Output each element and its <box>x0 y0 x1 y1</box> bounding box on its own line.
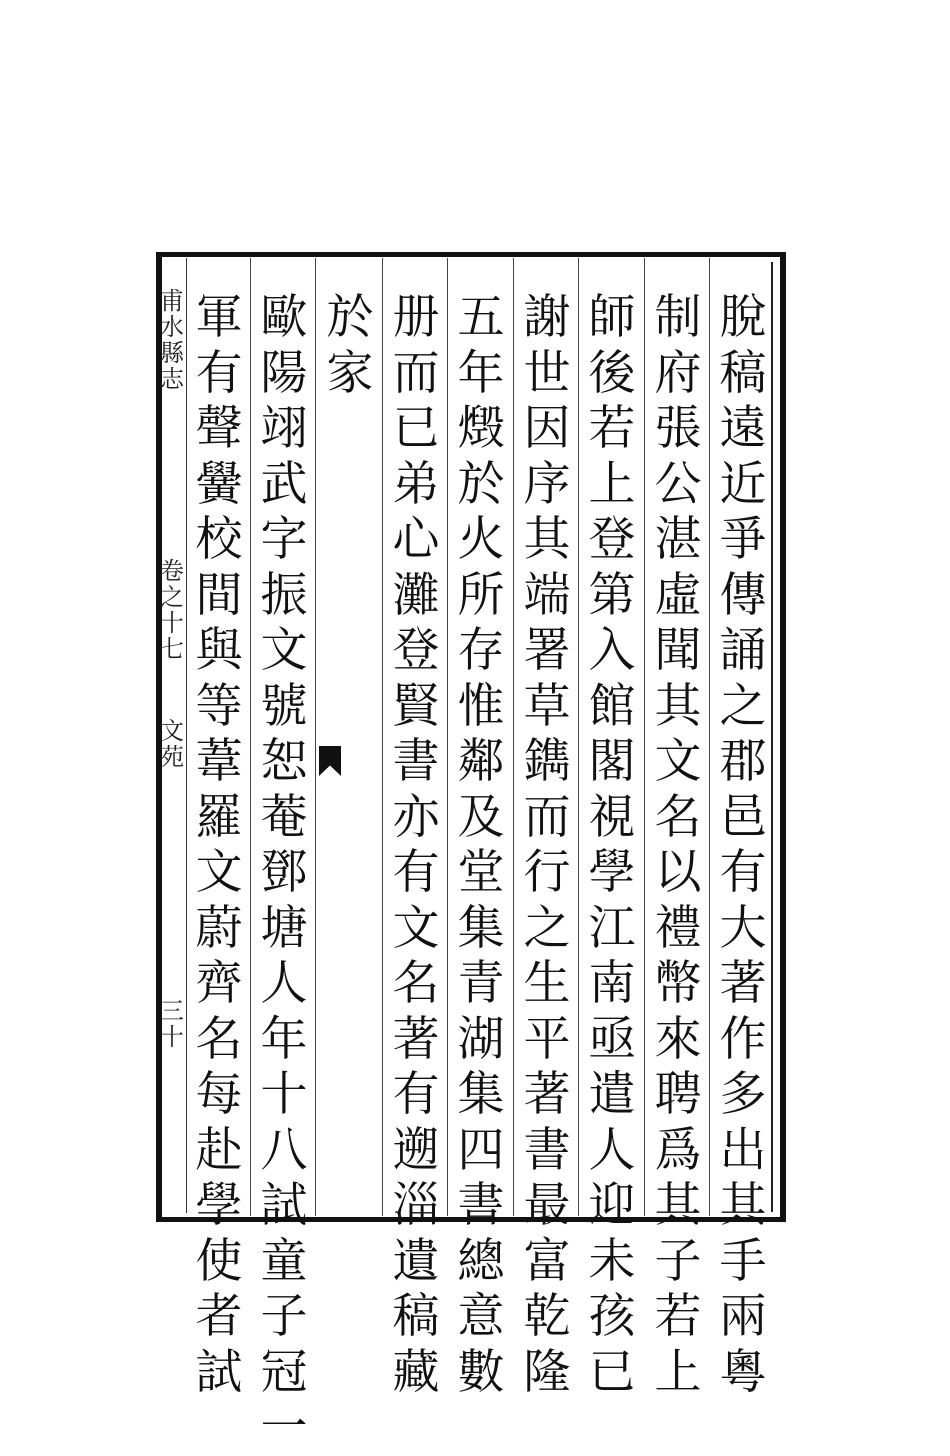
character-glyph: 意 <box>457 1289 505 1344</box>
character-glyph: 作 <box>719 1011 767 1067</box>
text-column <box>451 290 511 1400</box>
character-glyph: 閣 <box>588 734 636 789</box>
character-glyph: 童 <box>260 1233 308 1289</box>
character-glyph: 多 <box>719 1067 767 1122</box>
character-glyph: 名 <box>654 789 702 845</box>
character-glyph: 葦 <box>195 734 243 789</box>
character-glyph: 手 <box>719 1233 767 1289</box>
character-glyph: 聲 <box>195 401 243 456</box>
character-glyph: 爭 <box>719 512 767 567</box>
character-glyph: 署 <box>523 623 571 678</box>
character-glyph: 每 <box>195 1067 243 1122</box>
column-rule <box>513 258 514 1216</box>
character-glyph: 序 <box>523 456 571 512</box>
character-glyph: 年 <box>260 1011 308 1067</box>
column-rule <box>250 258 251 1216</box>
margin-book-title: 甫 水 縣 志 <box>160 287 184 393</box>
character-glyph: 歐 <box>260 290 308 345</box>
character-glyph: 集 <box>457 1067 505 1122</box>
character-glyph: 鐫 <box>523 734 571 789</box>
character-glyph: 出 <box>719 1122 767 1178</box>
character-glyph: 有 <box>195 345 243 401</box>
character-glyph: 於 <box>457 456 505 512</box>
character-glyph: 蔚 <box>195 900 243 956</box>
character-glyph: 灘 <box>392 567 440 623</box>
character-glyph: 集 <box>457 900 505 956</box>
character-glyph: 郡 <box>719 734 767 789</box>
column-rule <box>447 258 448 1216</box>
character-glyph: 學 <box>588 845 636 900</box>
character-glyph: 賢 <box>392 678 440 734</box>
character-glyph: 富 <box>523 1233 571 1289</box>
character-glyph: 世 <box>523 345 571 401</box>
character-glyph: 平 <box>523 1011 571 1067</box>
character-glyph: 字 <box>260 512 308 567</box>
character-glyph: 孩 <box>588 1289 636 1344</box>
character-glyph: 武 <box>260 456 308 512</box>
text-column <box>648 290 708 1400</box>
character-glyph: 一 <box>260 1400 308 1455</box>
column-rule <box>709 258 710 1216</box>
character-glyph: 聘 <box>654 1067 702 1122</box>
column-rule <box>315 258 316 1216</box>
character-glyph: 登 <box>588 512 636 567</box>
character-glyph: 書 <box>523 1122 571 1178</box>
character-glyph: 登 <box>392 623 440 678</box>
character-glyph: 聞 <box>654 623 702 678</box>
character-glyph: 鄰 <box>457 734 505 789</box>
character-glyph: 文 <box>392 900 440 956</box>
character-glyph: 已 <box>392 401 440 456</box>
character-glyph: 總 <box>457 1233 505 1289</box>
margin-section: 文 苑 <box>160 717 184 771</box>
character-glyph: 南 <box>588 956 636 1011</box>
character-glyph: 粵 <box>719 1344 767 1400</box>
character-glyph: 册 <box>392 290 440 345</box>
character-glyph: 草 <box>523 678 571 734</box>
character-glyph: 以 <box>654 845 702 900</box>
character-glyph: 家 <box>326 345 374 401</box>
character-glyph: 四 <box>457 1122 505 1178</box>
character-glyph: 等 <box>195 678 243 734</box>
character-glyph: 上 <box>654 1344 702 1400</box>
character-glyph: 幣 <box>654 956 702 1011</box>
character-glyph: 若 <box>654 1289 702 1344</box>
character-glyph: 其 <box>719 1178 767 1233</box>
character-glyph: 十 <box>260 1067 308 1122</box>
character-glyph: 赴 <box>195 1122 243 1178</box>
character-glyph: 遠 <box>719 401 767 456</box>
character-glyph: 端 <box>523 567 571 623</box>
character-glyph: 子 <box>654 1233 702 1289</box>
character-glyph: 著 <box>719 956 767 1011</box>
text-column <box>582 290 642 1400</box>
character-glyph: 誦 <box>719 623 767 678</box>
text-column <box>386 290 446 1400</box>
character-glyph: 與 <box>195 623 243 678</box>
character-glyph: 存 <box>457 623 505 678</box>
character-glyph: 湖 <box>457 1011 505 1067</box>
character-glyph: 遺 <box>392 1233 440 1289</box>
character-glyph: 虛 <box>654 567 702 623</box>
character-glyph: 府 <box>654 345 702 401</box>
character-glyph: 未 <box>588 1233 636 1289</box>
character-glyph: 名 <box>195 1011 243 1067</box>
character-glyph: 文 <box>195 845 243 900</box>
character-glyph: 校 <box>195 512 243 567</box>
character-glyph: 文 <box>654 734 702 789</box>
character-glyph: 最 <box>523 1178 571 1233</box>
character-glyph: 學 <box>195 1178 243 1233</box>
character-glyph: 視 <box>588 789 636 845</box>
block-center-margin <box>158 258 187 1213</box>
character-glyph: 心 <box>392 512 440 567</box>
character-glyph: 遡 <box>392 1122 440 1178</box>
text-column <box>517 290 577 1400</box>
character-glyph: 其 <box>654 678 702 734</box>
character-glyph: 乾 <box>523 1289 571 1344</box>
character-glyph: 五 <box>457 290 505 345</box>
column-rule <box>382 258 383 1216</box>
character-glyph: 青 <box>457 956 505 1011</box>
character-glyph: 羅 <box>195 789 243 845</box>
character-glyph: 藏 <box>392 1344 440 1400</box>
character-glyph: 行 <box>523 845 571 900</box>
character-glyph: 稿 <box>719 345 767 401</box>
character-glyph: 而 <box>523 789 571 845</box>
character-glyph: 及 <box>457 789 505 845</box>
text-column <box>254 290 314 1455</box>
text-column <box>189 290 249 1400</box>
character-glyph: 振 <box>260 567 308 623</box>
character-glyph: 爲 <box>654 1122 702 1178</box>
character-glyph: 湛 <box>654 512 702 567</box>
character-glyph: 名 <box>392 956 440 1011</box>
character-glyph: 塘 <box>260 900 308 956</box>
character-glyph: 第 <box>588 567 636 623</box>
character-glyph: 迎 <box>588 1178 636 1233</box>
character-glyph: 所 <box>457 567 505 623</box>
character-glyph: 脫 <box>719 290 767 345</box>
character-glyph: 亟 <box>588 1011 636 1067</box>
character-glyph: 淄 <box>392 1178 440 1233</box>
character-glyph: 試 <box>260 1178 308 1233</box>
character-glyph: 稿 <box>392 1289 440 1344</box>
character-glyph: 禮 <box>654 900 702 956</box>
character-glyph: 有 <box>392 1067 440 1122</box>
character-glyph: 後 <box>588 345 636 401</box>
character-glyph: 弟 <box>392 456 440 512</box>
character-glyph: 文 <box>260 623 308 678</box>
character-glyph: 者 <box>195 1289 243 1344</box>
character-glyph: 有 <box>392 845 440 900</box>
character-glyph: 謝 <box>523 290 571 345</box>
character-glyph: 軍 <box>195 290 243 345</box>
character-glyph: 年 <box>457 345 505 401</box>
character-glyph: 傳 <box>719 567 767 623</box>
character-glyph: 近 <box>719 456 767 512</box>
character-glyph: 黌 <box>195 456 243 512</box>
character-glyph: 陽 <box>260 345 308 401</box>
character-glyph: 菴 <box>260 789 308 845</box>
character-glyph: 著 <box>523 1067 571 1122</box>
character-glyph: 因 <box>523 401 571 456</box>
character-glyph: 公 <box>654 456 702 512</box>
character-glyph: 八 <box>260 1122 308 1178</box>
text-column <box>320 290 380 1210</box>
margin-volume: 卷 之 十 七 <box>160 557 184 663</box>
character-glyph: 亦 <box>392 789 440 845</box>
character-glyph: 入 <box>588 623 636 678</box>
character-glyph: 生 <box>523 956 571 1011</box>
margin-page-number: 三 十 <box>160 997 184 1051</box>
character-glyph: 其 <box>523 512 571 567</box>
character-glyph: 隆 <box>523 1344 571 1400</box>
character-glyph: 著 <box>392 1011 440 1067</box>
character-glyph: 火 <box>457 512 505 567</box>
character-glyph: 若 <box>588 401 636 456</box>
character-glyph: 有 <box>719 845 767 900</box>
character-glyph: 之 <box>523 900 571 956</box>
character-glyph: 而 <box>392 345 440 401</box>
character-glyph: 其 <box>654 1178 702 1233</box>
character-glyph: 齊 <box>195 956 243 1011</box>
character-glyph: 鄧 <box>260 845 308 900</box>
character-glyph: 恕 <box>260 734 308 789</box>
character-glyph: 遣 <box>588 1067 636 1122</box>
character-glyph: 數 <box>457 1344 505 1400</box>
character-glyph: 制 <box>654 290 702 345</box>
character-glyph: 江 <box>588 900 636 956</box>
character-glyph: 冠 <box>260 1344 308 1400</box>
character-glyph: 人 <box>260 956 308 1011</box>
character-glyph: 燬 <box>457 401 505 456</box>
text-column <box>713 290 773 1400</box>
character-glyph: 翊 <box>260 401 308 456</box>
character-glyph: 子 <box>260 1289 308 1344</box>
character-glyph: 書 <box>392 734 440 789</box>
character-glyph: 師 <box>588 290 636 345</box>
column-rule <box>578 258 579 1216</box>
character-glyph: 堂 <box>457 845 505 900</box>
character-glyph: 號 <box>260 678 308 734</box>
character-glyph: 兩 <box>719 1289 767 1344</box>
character-glyph: 來 <box>654 1011 702 1067</box>
character-glyph: 邑 <box>719 789 767 845</box>
character-glyph: 書 <box>457 1178 505 1233</box>
character-glyph: 之 <box>719 678 767 734</box>
character-glyph: 已 <box>588 1344 636 1400</box>
character-glyph: 間 <box>195 567 243 623</box>
character-glyph: 館 <box>588 678 636 734</box>
column-rule <box>644 258 645 1216</box>
character-glyph: 於 <box>326 290 374 345</box>
character-glyph: 使 <box>195 1233 243 1289</box>
character-glyph: 張 <box>654 401 702 456</box>
character-glyph: 惟 <box>457 678 505 734</box>
character-glyph: 人 <box>588 1122 636 1178</box>
character-glyph: 大 <box>719 900 767 956</box>
character-glyph: 上 <box>588 456 636 512</box>
character-glyph: 試 <box>195 1344 243 1400</box>
